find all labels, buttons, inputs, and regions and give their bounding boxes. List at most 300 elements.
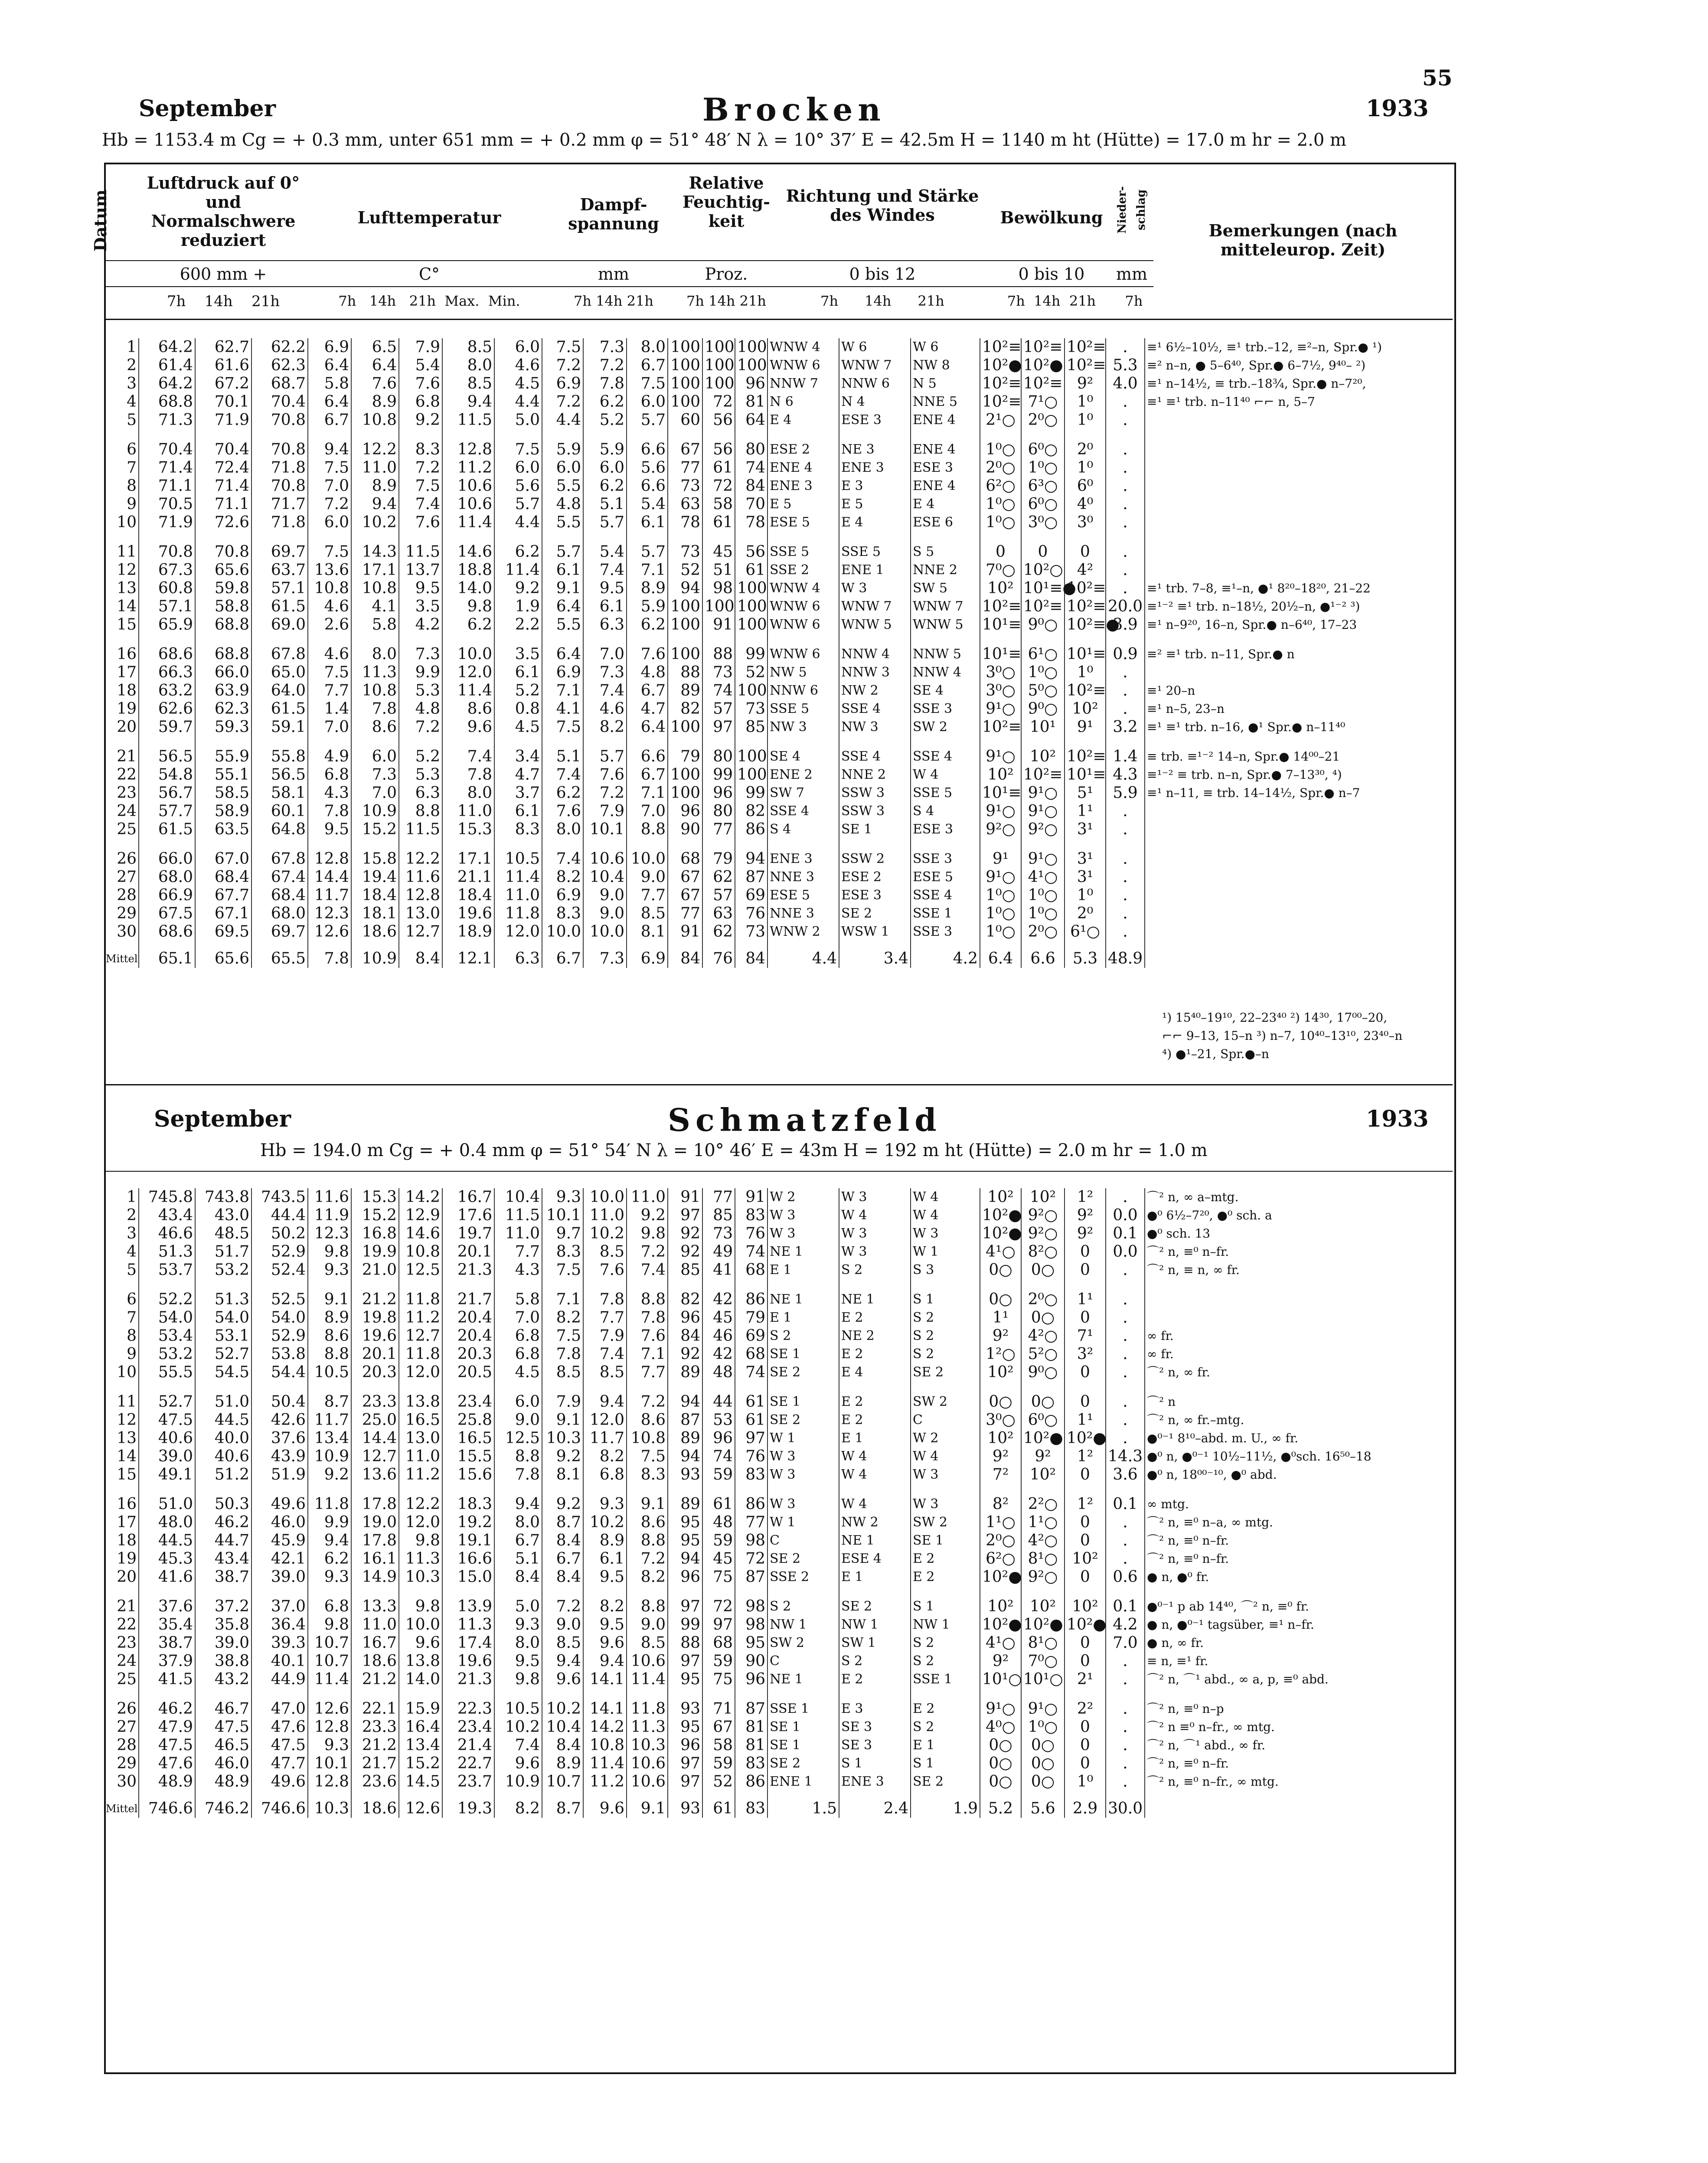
table-cell: 64 bbox=[735, 411, 767, 429]
table-cell: 83 bbox=[735, 1206, 767, 1225]
table-cell: 11.6 bbox=[308, 1188, 351, 1206]
table-cell: 18 bbox=[117, 682, 137, 699]
table-cell: 7.6 bbox=[399, 375, 442, 393]
table-cell: 26 bbox=[117, 1700, 137, 1718]
table-cell: 68 bbox=[735, 1261, 767, 1279]
table-cell: 14.9 bbox=[351, 1568, 399, 1586]
table-cell: 52 bbox=[735, 663, 767, 682]
table-cell: SW 2 bbox=[911, 718, 980, 736]
table-cell: SSE 5 bbox=[767, 532, 839, 561]
table-cell: 82 bbox=[668, 700, 702, 718]
table-cell: 9.5 bbox=[399, 579, 442, 598]
table-cell: 7¹○ bbox=[1021, 393, 1065, 411]
table-cell: W 3 bbox=[767, 1447, 839, 1466]
table-cell: E 2 bbox=[839, 1309, 911, 1327]
table-cell: ENE 1 bbox=[767, 1773, 839, 1791]
table-cell: W 4 bbox=[911, 1447, 980, 1466]
table-cell: 7.2 bbox=[627, 1550, 668, 1568]
table-cell: 13.8 bbox=[399, 1382, 442, 1411]
table-cell: 56.5 bbox=[251, 766, 308, 784]
table-cell: 94 bbox=[668, 1382, 702, 1411]
table-cell: 10.6 bbox=[627, 1652, 668, 1670]
table-cell: 10²● bbox=[1065, 1616, 1106, 1634]
table-cell: 53.1 bbox=[195, 1327, 251, 1345]
table-cell: 64.8 bbox=[251, 820, 308, 839]
table-cell: 100 bbox=[735, 736, 767, 766]
table-cell: 7.2 bbox=[308, 495, 351, 513]
table-cell: 16 bbox=[117, 645, 137, 663]
table-cell: 9² bbox=[1065, 375, 1106, 393]
table-cell: 10.1 bbox=[542, 1206, 583, 1225]
table-cell: 10² bbox=[980, 1586, 1021, 1616]
table-cell: 71.8 bbox=[251, 513, 308, 532]
table-cell: 9.6 bbox=[442, 718, 494, 736]
mean-cell: 5.2 bbox=[980, 1791, 1021, 1818]
mean-cell: 84 bbox=[735, 941, 767, 968]
table-cell: 8.0 bbox=[494, 1513, 542, 1532]
table-cell bbox=[1145, 477, 1453, 495]
table-cell: 0 bbox=[1065, 532, 1106, 561]
table-cell: 8.9 bbox=[542, 1755, 583, 1773]
mean-cell: 7.8 bbox=[308, 941, 351, 968]
table-cell: 14 bbox=[117, 598, 137, 615]
table-row bbox=[104, 1243, 1453, 1261]
table-cell: 18 bbox=[117, 1532, 137, 1549]
table-cell: 16 bbox=[117, 1495, 137, 1513]
table-cell: WNW 4 bbox=[767, 579, 839, 598]
table-cell: W 3 bbox=[839, 1188, 911, 1206]
table-cell: 89 bbox=[668, 682, 702, 700]
table-cell: NW 2 bbox=[839, 682, 911, 700]
table-cell: 9²○ bbox=[1021, 1206, 1065, 1225]
table-cell: 7.5 bbox=[494, 429, 542, 459]
table-cell: . bbox=[1106, 1670, 1145, 1689]
table-cell: 12.0 bbox=[583, 1411, 627, 1429]
mean-cell: 1.9 bbox=[911, 1791, 980, 1818]
table-cell: 70.4 bbox=[139, 429, 195, 459]
table-row bbox=[104, 1532, 1453, 1550]
table-cell: 6.8 bbox=[494, 1327, 542, 1345]
table-cell: 84 bbox=[668, 1327, 702, 1345]
table-cell: ●⁰ n, ●⁰⁻¹ 10½–11½, ●⁰sch. 16⁵⁰–18 bbox=[1145, 1447, 1453, 1466]
table-cell: 61.5 bbox=[139, 820, 195, 839]
head-hours-pressure: 7h 14h 21h bbox=[167, 293, 280, 310]
table-cell: S 2 bbox=[911, 1327, 980, 1345]
brocken-constants: Hb = 1153.4 m Cg = + 0.3 mm, unter 651 mm = + 0.2 mm φ = 51° 48′ N λ = 10° 37′ E = 42.5m H = 1140 m ht (Hütte) = 17.0 m hr = 2.0 m bbox=[102, 130, 1346, 150]
table-cell: 1¹ bbox=[1065, 1411, 1106, 1429]
table-cell: 27 bbox=[117, 1718, 137, 1736]
table-cell: WNW 7 bbox=[839, 598, 911, 616]
table-cell: 68 bbox=[702, 1634, 735, 1652]
table-cell: 7.6 bbox=[627, 1327, 668, 1345]
table-cell: 22 bbox=[117, 1616, 137, 1634]
table-cell: 0○ bbox=[980, 1279, 1021, 1309]
table-cell: ≡¹ n–11, ≡ trb. 14–14½, Spr.● n–7 bbox=[1145, 784, 1453, 802]
table-cell: 8² bbox=[980, 1484, 1021, 1513]
table-cell: 1⁰ bbox=[1065, 886, 1106, 905]
table-cell: . bbox=[1106, 1755, 1145, 1773]
table-cell: 54.0 bbox=[139, 1309, 195, 1327]
table-cell: 11.7 bbox=[308, 1411, 351, 1429]
table-row bbox=[104, 1652, 1453, 1670]
table-cell: 81 bbox=[735, 393, 767, 411]
table-cell: 4.6 bbox=[494, 356, 542, 375]
table-cell: 7.5 bbox=[627, 375, 668, 393]
table-row bbox=[104, 477, 1453, 495]
table-cell: S 2 bbox=[911, 1309, 980, 1327]
table-cell: 43.0 bbox=[195, 1206, 251, 1225]
table-cell: 10.5 bbox=[494, 839, 542, 868]
table-cell: 4.5 bbox=[494, 1363, 542, 1382]
table-cell: 6.1 bbox=[583, 598, 627, 616]
table-cell: 6.0 bbox=[494, 338, 542, 356]
table-cell: S 2 bbox=[767, 1586, 839, 1616]
table-cell: 1²○ bbox=[980, 1345, 1021, 1363]
table-cell: 52 bbox=[702, 1773, 735, 1791]
table-cell: 9.8 bbox=[399, 1586, 442, 1616]
table-cell: 3¹ bbox=[1065, 868, 1106, 886]
mean-remark-empty bbox=[1145, 1791, 1453, 1818]
table-cell: 56.7 bbox=[139, 784, 195, 802]
table-cell: 7.4 bbox=[542, 766, 583, 784]
table-cell: 743.5 bbox=[251, 1188, 308, 1206]
table-cell: 100 bbox=[668, 784, 702, 802]
table-cell: 10²≡ bbox=[980, 718, 1021, 736]
table-cell: 14.2 bbox=[399, 1188, 442, 1206]
table-cell: 10²≡ bbox=[980, 375, 1021, 393]
table-cell: 8.7 bbox=[542, 1513, 583, 1532]
table-cell: ⌒² n, ≡⁰ n–fr., ∞ mtg. bbox=[1145, 1773, 1453, 1791]
table-cell: 61.4 bbox=[139, 356, 195, 375]
table-cell: 9¹○ bbox=[980, 736, 1021, 766]
table-cell: 67.2 bbox=[195, 375, 251, 393]
table-cell: 10¹≡ bbox=[1065, 766, 1106, 784]
table-cell: 17.1 bbox=[442, 839, 494, 868]
table-cell: ⌒² n, ≡⁰ n–a, ∞ mtg. bbox=[1145, 1513, 1453, 1532]
table-cell: 743.8 bbox=[195, 1188, 251, 1206]
table-row bbox=[104, 802, 1453, 820]
table-cell: 7 bbox=[127, 1309, 137, 1327]
table-cell bbox=[1145, 820, 1453, 839]
table-cell: 5 bbox=[127, 411, 137, 429]
mean-cell: 4.4 bbox=[767, 941, 839, 968]
table-cell: 20.1 bbox=[351, 1345, 399, 1363]
table-cell: 15.3 bbox=[351, 1188, 399, 1206]
table-cell: 25 bbox=[117, 1670, 137, 1688]
table-cell: S 2 bbox=[911, 1718, 980, 1736]
table-cell bbox=[1145, 663, 1453, 682]
table-cell: 21.0 bbox=[351, 1261, 399, 1279]
table-cell: 46.7 bbox=[195, 1689, 251, 1718]
table-cell: W 3 bbox=[767, 1466, 839, 1484]
table-cell: 45 bbox=[702, 1550, 735, 1568]
table-cell: 55.1 bbox=[195, 766, 251, 784]
table-cell: 6.7 bbox=[627, 356, 668, 375]
schmatzfeld-constants: Hb = 194.0 m Cg = + 0.4 mm φ = 51° 54′ N λ = 10° 46′ E = 43m H = 192 m ht (Hütte) = 2.0 m hr = 1.0 m bbox=[260, 1140, 1208, 1160]
table-cell: 1.4 bbox=[1106, 736, 1145, 766]
table-cell: 0○ bbox=[1021, 1309, 1065, 1327]
table-cell: 100 bbox=[702, 375, 735, 393]
table-cell: SE 3 bbox=[839, 1736, 911, 1755]
table-cell: 11.3 bbox=[627, 1718, 668, 1736]
table-row bbox=[104, 429, 1453, 459]
table-cell: 6.4 bbox=[308, 393, 351, 411]
table-cell: 10²● bbox=[1065, 1429, 1106, 1447]
table-cell: 49.6 bbox=[251, 1773, 308, 1791]
table-cell: 2¹○ bbox=[980, 411, 1021, 429]
mean-remark-empty bbox=[1145, 941, 1453, 968]
table-cell: 16.1 bbox=[351, 1550, 399, 1568]
table-cell: 9.8 bbox=[308, 1616, 351, 1634]
table-cell: 11.4 bbox=[308, 1670, 351, 1689]
table-cell: ESE 6 bbox=[911, 513, 980, 532]
table-cell: 9.4 bbox=[542, 1652, 583, 1670]
table-cell: . bbox=[1106, 1382, 1145, 1411]
table-cell: 0 bbox=[1065, 1261, 1106, 1279]
table-cell: 10² bbox=[980, 766, 1021, 784]
table-cell: 18.9 bbox=[442, 923, 494, 941]
table-cell: 67.8 bbox=[251, 839, 308, 868]
table-cell: 100 bbox=[668, 598, 702, 616]
mean-cell: 6.7 bbox=[542, 941, 583, 968]
table-cell: 10.3 bbox=[542, 1429, 583, 1447]
table-cell: 10.3 bbox=[627, 1736, 668, 1755]
table-cell: 8.7 bbox=[308, 1382, 351, 1411]
table-cell: 9.8 bbox=[627, 1225, 668, 1243]
table-cell: 0.1 bbox=[1106, 1484, 1145, 1513]
table-cell: 69.0 bbox=[251, 616, 308, 634]
table-cell: 49 bbox=[702, 1243, 735, 1261]
table-cell: 12.6 bbox=[308, 1689, 351, 1718]
table-cell: 9.5 bbox=[583, 1568, 627, 1586]
table-cell: 10¹≡ bbox=[980, 784, 1021, 802]
table-cell: 5.7 bbox=[542, 532, 583, 561]
head-luftdruck: Luftdruck auf 0° und Normalschwere reduziert bbox=[147, 173, 300, 250]
table-row bbox=[104, 616, 1453, 634]
table-cell: 8.5 bbox=[627, 1634, 668, 1652]
table-cell: ENE 4 bbox=[911, 477, 980, 495]
table-cell: 43.2 bbox=[195, 1670, 251, 1689]
table-cell: 63.9 bbox=[195, 682, 251, 700]
table-cell: 10.6 bbox=[583, 839, 627, 868]
head-feuchtigkeit: Relative Feuchtig-keit bbox=[683, 173, 770, 231]
table-cell: 21.2 bbox=[351, 1736, 399, 1755]
table-row bbox=[104, 459, 1453, 477]
table-cell: 1² bbox=[1065, 1188, 1106, 1206]
table-cell: SE 1 bbox=[839, 820, 911, 839]
table-cell: 7.6 bbox=[583, 1261, 627, 1279]
table-cell: 1.9 bbox=[494, 598, 542, 616]
table-cell: 1² bbox=[1065, 1447, 1106, 1466]
table-cell: 7.6 bbox=[351, 375, 399, 393]
table-cell: 93 bbox=[668, 1689, 702, 1718]
table-row bbox=[104, 1363, 1453, 1382]
table-cell: 95 bbox=[668, 1718, 702, 1736]
table-cell: 9.3 bbox=[583, 1484, 627, 1513]
table-cell: 40.6 bbox=[139, 1429, 195, 1447]
table-cell: 8.2 bbox=[627, 1568, 668, 1586]
table-cell: 51.2 bbox=[195, 1466, 251, 1484]
table-cell: 75 bbox=[702, 1670, 735, 1689]
table-cell: 6.0 bbox=[542, 459, 583, 477]
table-cell: 10² bbox=[1021, 1586, 1065, 1616]
table-cell: 9¹○ bbox=[1021, 1689, 1065, 1718]
table-cell: 7.3 bbox=[399, 634, 442, 663]
table-cell: 60.1 bbox=[251, 802, 308, 820]
table-cell: 10²● bbox=[980, 1616, 1021, 1634]
table-cell: N 4 bbox=[839, 393, 911, 411]
table-cell: N 6 bbox=[767, 393, 839, 411]
table-cell: WNW 6 bbox=[767, 634, 839, 663]
table-cell: 64.2 bbox=[139, 375, 195, 393]
table-cell: NE 3 bbox=[839, 429, 911, 459]
table-cell: 3⁰○ bbox=[980, 682, 1021, 700]
table-cell: 4.1 bbox=[542, 700, 583, 718]
table-cell: . bbox=[1106, 682, 1145, 700]
table-cell: 6.8 bbox=[494, 1345, 542, 1363]
table-cell: 73 bbox=[668, 477, 702, 495]
table-cell: E 1 bbox=[911, 1736, 980, 1755]
table-cell: 7.2 bbox=[583, 356, 627, 375]
table-row bbox=[104, 338, 1453, 356]
table-cell: . bbox=[1106, 1718, 1145, 1736]
table-cell: 8.2 bbox=[583, 718, 627, 736]
table-cell: WNW 6 bbox=[767, 616, 839, 634]
table-cell: . bbox=[1106, 839, 1145, 868]
table-cell: 10.8 bbox=[627, 1429, 668, 1447]
table-cell: 46.2 bbox=[195, 1513, 251, 1532]
table-cell: 19.2 bbox=[442, 1513, 494, 1532]
table-cell: 10.0 bbox=[583, 923, 627, 941]
table-cell: SE 2 bbox=[767, 1363, 839, 1382]
table-cell: 94 bbox=[668, 1550, 702, 1568]
table-cell: 1 bbox=[127, 338, 137, 356]
head-hours-nied: 7h bbox=[1125, 293, 1143, 309]
table-cell: 10²≡ bbox=[1021, 598, 1065, 616]
table-cell: 8.2 bbox=[583, 1447, 627, 1466]
table-cell: 14.2 bbox=[583, 1718, 627, 1736]
table-cell: 52.9 bbox=[251, 1243, 308, 1261]
table-cell: 14.3 bbox=[1106, 1447, 1145, 1466]
table-cell: 6.0 bbox=[494, 1382, 542, 1411]
table-cell: 9.8 bbox=[308, 1243, 351, 1261]
table-cell: 6.9 bbox=[542, 663, 583, 682]
table-cell: 47.9 bbox=[139, 1718, 195, 1736]
table-cell: 7.5 bbox=[542, 718, 583, 736]
table-cell: 20 bbox=[117, 718, 137, 736]
table-cell: 85 bbox=[702, 1206, 735, 1225]
table-cell: 25 bbox=[117, 820, 137, 838]
table-cell: 56 bbox=[702, 411, 735, 429]
mean-label: Mittel bbox=[106, 953, 138, 965]
table-cell: 38.8 bbox=[195, 1652, 251, 1670]
table-cell: ⌒² n bbox=[1145, 1382, 1453, 1411]
table-cell: 1¹ bbox=[1065, 1279, 1106, 1309]
table-cell: 12.2 bbox=[399, 1484, 442, 1513]
table-cell: 17.4 bbox=[442, 1634, 494, 1652]
table-cell: 10.4 bbox=[542, 1718, 583, 1736]
table-cell bbox=[1145, 905, 1453, 923]
table-cell: 7.4 bbox=[583, 682, 627, 700]
table-cell: 0 bbox=[1065, 1513, 1106, 1532]
table-cell: 61.5 bbox=[251, 598, 308, 616]
table-cell: . bbox=[1106, 411, 1145, 429]
table-cell: 65.0 bbox=[251, 663, 308, 682]
table-cell: 42.6 bbox=[251, 1411, 308, 1429]
table-cell: 10.1 bbox=[583, 820, 627, 839]
table-cell: 7.8 bbox=[351, 700, 399, 718]
table-cell: 86 bbox=[735, 1279, 767, 1309]
table-cell: S 1 bbox=[839, 1755, 911, 1773]
table-cell: 14.1 bbox=[583, 1670, 627, 1689]
page-number: 55 bbox=[1422, 65, 1453, 91]
table-cell: 9.2 bbox=[308, 1466, 351, 1484]
table-cell: 62.3 bbox=[195, 700, 251, 718]
table-cell: 73 bbox=[735, 700, 767, 718]
table-cell: 8.9 bbox=[308, 1309, 351, 1327]
table-cell: 10¹≡ bbox=[1065, 634, 1106, 663]
table-cell: 10² bbox=[1065, 700, 1106, 718]
table-cell: 7 bbox=[127, 459, 137, 477]
table-cell: 72 bbox=[735, 1550, 767, 1568]
table-cell: 63 bbox=[668, 495, 702, 513]
table-cell: . bbox=[1106, 495, 1145, 513]
table-cell: ●⁰⁻¹ p ab 14⁴⁰, ⌒² n, ≡⁰ fr. bbox=[1145, 1586, 1453, 1616]
table-cell: 10.2 bbox=[542, 1689, 583, 1718]
table-cell: 10² bbox=[1021, 736, 1065, 766]
table-cell: 70.4 bbox=[251, 393, 308, 411]
table-cell: 8.6 bbox=[308, 1327, 351, 1345]
table-cell: 4.2 bbox=[399, 616, 442, 634]
table-cell: 5²○ bbox=[1021, 1345, 1065, 1363]
table-cell: 15.6 bbox=[442, 1466, 494, 1484]
table-cell: . bbox=[1106, 663, 1145, 682]
brocken-table bbox=[104, 338, 1453, 968]
table-cell: . bbox=[1106, 1652, 1145, 1670]
table-cell: 4² bbox=[1065, 561, 1106, 579]
table-cell: 8.8 bbox=[627, 820, 668, 839]
table-cell: 86 bbox=[735, 820, 767, 839]
table-cell: 100 bbox=[735, 616, 767, 634]
table-cell: 58.8 bbox=[195, 598, 251, 616]
table-cell: S 1 bbox=[911, 1279, 980, 1309]
table-cell: 44.4 bbox=[251, 1206, 308, 1225]
table-cell: W 2 bbox=[911, 1429, 980, 1447]
table-cell: 70.1 bbox=[195, 393, 251, 411]
table-cell: 68.8 bbox=[139, 393, 195, 411]
table-cell: 99 bbox=[735, 634, 767, 663]
table-cell: 70.8 bbox=[251, 411, 308, 429]
table-cell: NNW 6 bbox=[839, 375, 911, 393]
table-cell: 88 bbox=[702, 634, 735, 663]
table-cell: NNW 5 bbox=[911, 634, 980, 663]
table-row bbox=[104, 820, 1453, 839]
table-cell: 5.9 bbox=[542, 429, 583, 459]
table-cell: 16.7 bbox=[351, 1634, 399, 1652]
table-cell: ENE 1 bbox=[839, 561, 911, 579]
table-cell: 9.3 bbox=[542, 1188, 583, 1206]
table-cell: NNW 7 bbox=[767, 375, 839, 393]
table-cell: 2 bbox=[127, 356, 137, 374]
table-cell: ⌒² n ≡⁰ n–fr., ∞ mtg. bbox=[1145, 1718, 1453, 1736]
table-cell: 10²≡ bbox=[1021, 375, 1065, 393]
table-cell: 100 bbox=[735, 682, 767, 700]
table-cell: 15.8 bbox=[351, 839, 399, 868]
table-cell: 30 bbox=[117, 923, 137, 941]
table-cell: 55.5 bbox=[139, 1363, 195, 1382]
table-cell: E 1 bbox=[767, 1309, 839, 1327]
table-cell: 12.0 bbox=[442, 663, 494, 682]
